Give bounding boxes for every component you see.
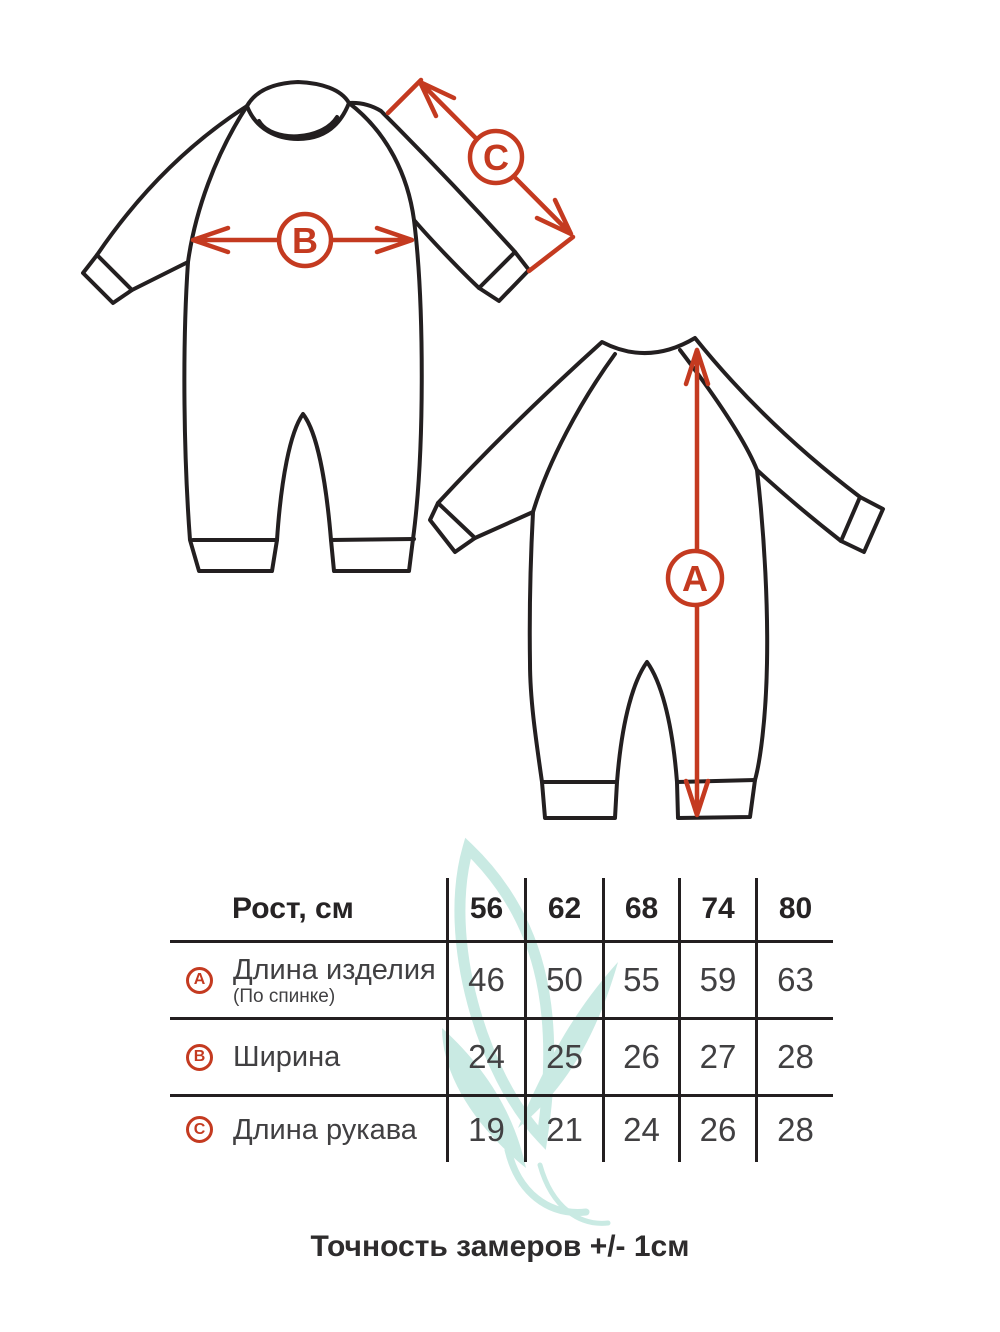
length-value-80: 63 xyxy=(755,943,833,1020)
back-silhouette xyxy=(430,338,883,818)
sleeve-value-56: 19 xyxy=(446,1097,524,1162)
measure-b-letter: B xyxy=(292,220,318,261)
sleeve-value-68: 24 xyxy=(602,1097,678,1162)
watermark-stem-2 xyxy=(540,1165,608,1223)
size-table xyxy=(170,878,833,1162)
table-row-sleeve-label xyxy=(170,1097,446,1162)
sleeve-value-80: 28 xyxy=(755,1097,833,1162)
back-leg-cuff-right xyxy=(677,780,755,782)
row-c-label: Длина рукава xyxy=(233,1113,417,1146)
accuracy-note: Точность замеров +/- 1см xyxy=(310,1230,690,1263)
width-value-62: 25 xyxy=(524,1020,602,1097)
length-value-62: 50 xyxy=(524,943,602,1020)
length-value-74: 59 xyxy=(678,943,755,1020)
row-a-sublabel: (По спинке) xyxy=(233,985,336,1007)
header-size-62: 62 xyxy=(524,878,602,943)
table-row-width-label xyxy=(170,1020,446,1097)
width-value-74: 27 xyxy=(678,1020,755,1097)
back-view-drawing xyxy=(430,338,883,818)
front-leg-cuff-right xyxy=(331,539,414,540)
row-a-letter-icon: A xyxy=(186,967,213,994)
width-value-68: 26 xyxy=(602,1020,678,1097)
width-value-80: 28 xyxy=(755,1020,833,1097)
header-size-80: 80 xyxy=(755,878,833,943)
length-value-68: 55 xyxy=(602,943,678,1020)
row-a-label: Длина изделия xyxy=(233,953,436,986)
width-value-56: 24 xyxy=(446,1020,524,1097)
sleeve-value-74: 26 xyxy=(678,1097,755,1162)
row-b-letter-icon: B xyxy=(186,1044,213,1071)
header-size-56: 56 xyxy=(446,878,524,943)
header-size-74: 74 xyxy=(678,878,755,943)
header-size-68: 68 xyxy=(602,878,678,943)
measure-a-letter: A xyxy=(682,558,708,599)
measure-c-letter: C xyxy=(483,137,509,178)
table-row-length-label xyxy=(170,943,446,1020)
table-header-label: Рост, см xyxy=(170,878,446,943)
length-value-56: 46 xyxy=(446,943,524,1020)
row-c-letter-icon: C xyxy=(186,1116,213,1143)
sleeve-value-62: 21 xyxy=(524,1097,602,1162)
row-b-label: Ширина xyxy=(233,1041,341,1073)
